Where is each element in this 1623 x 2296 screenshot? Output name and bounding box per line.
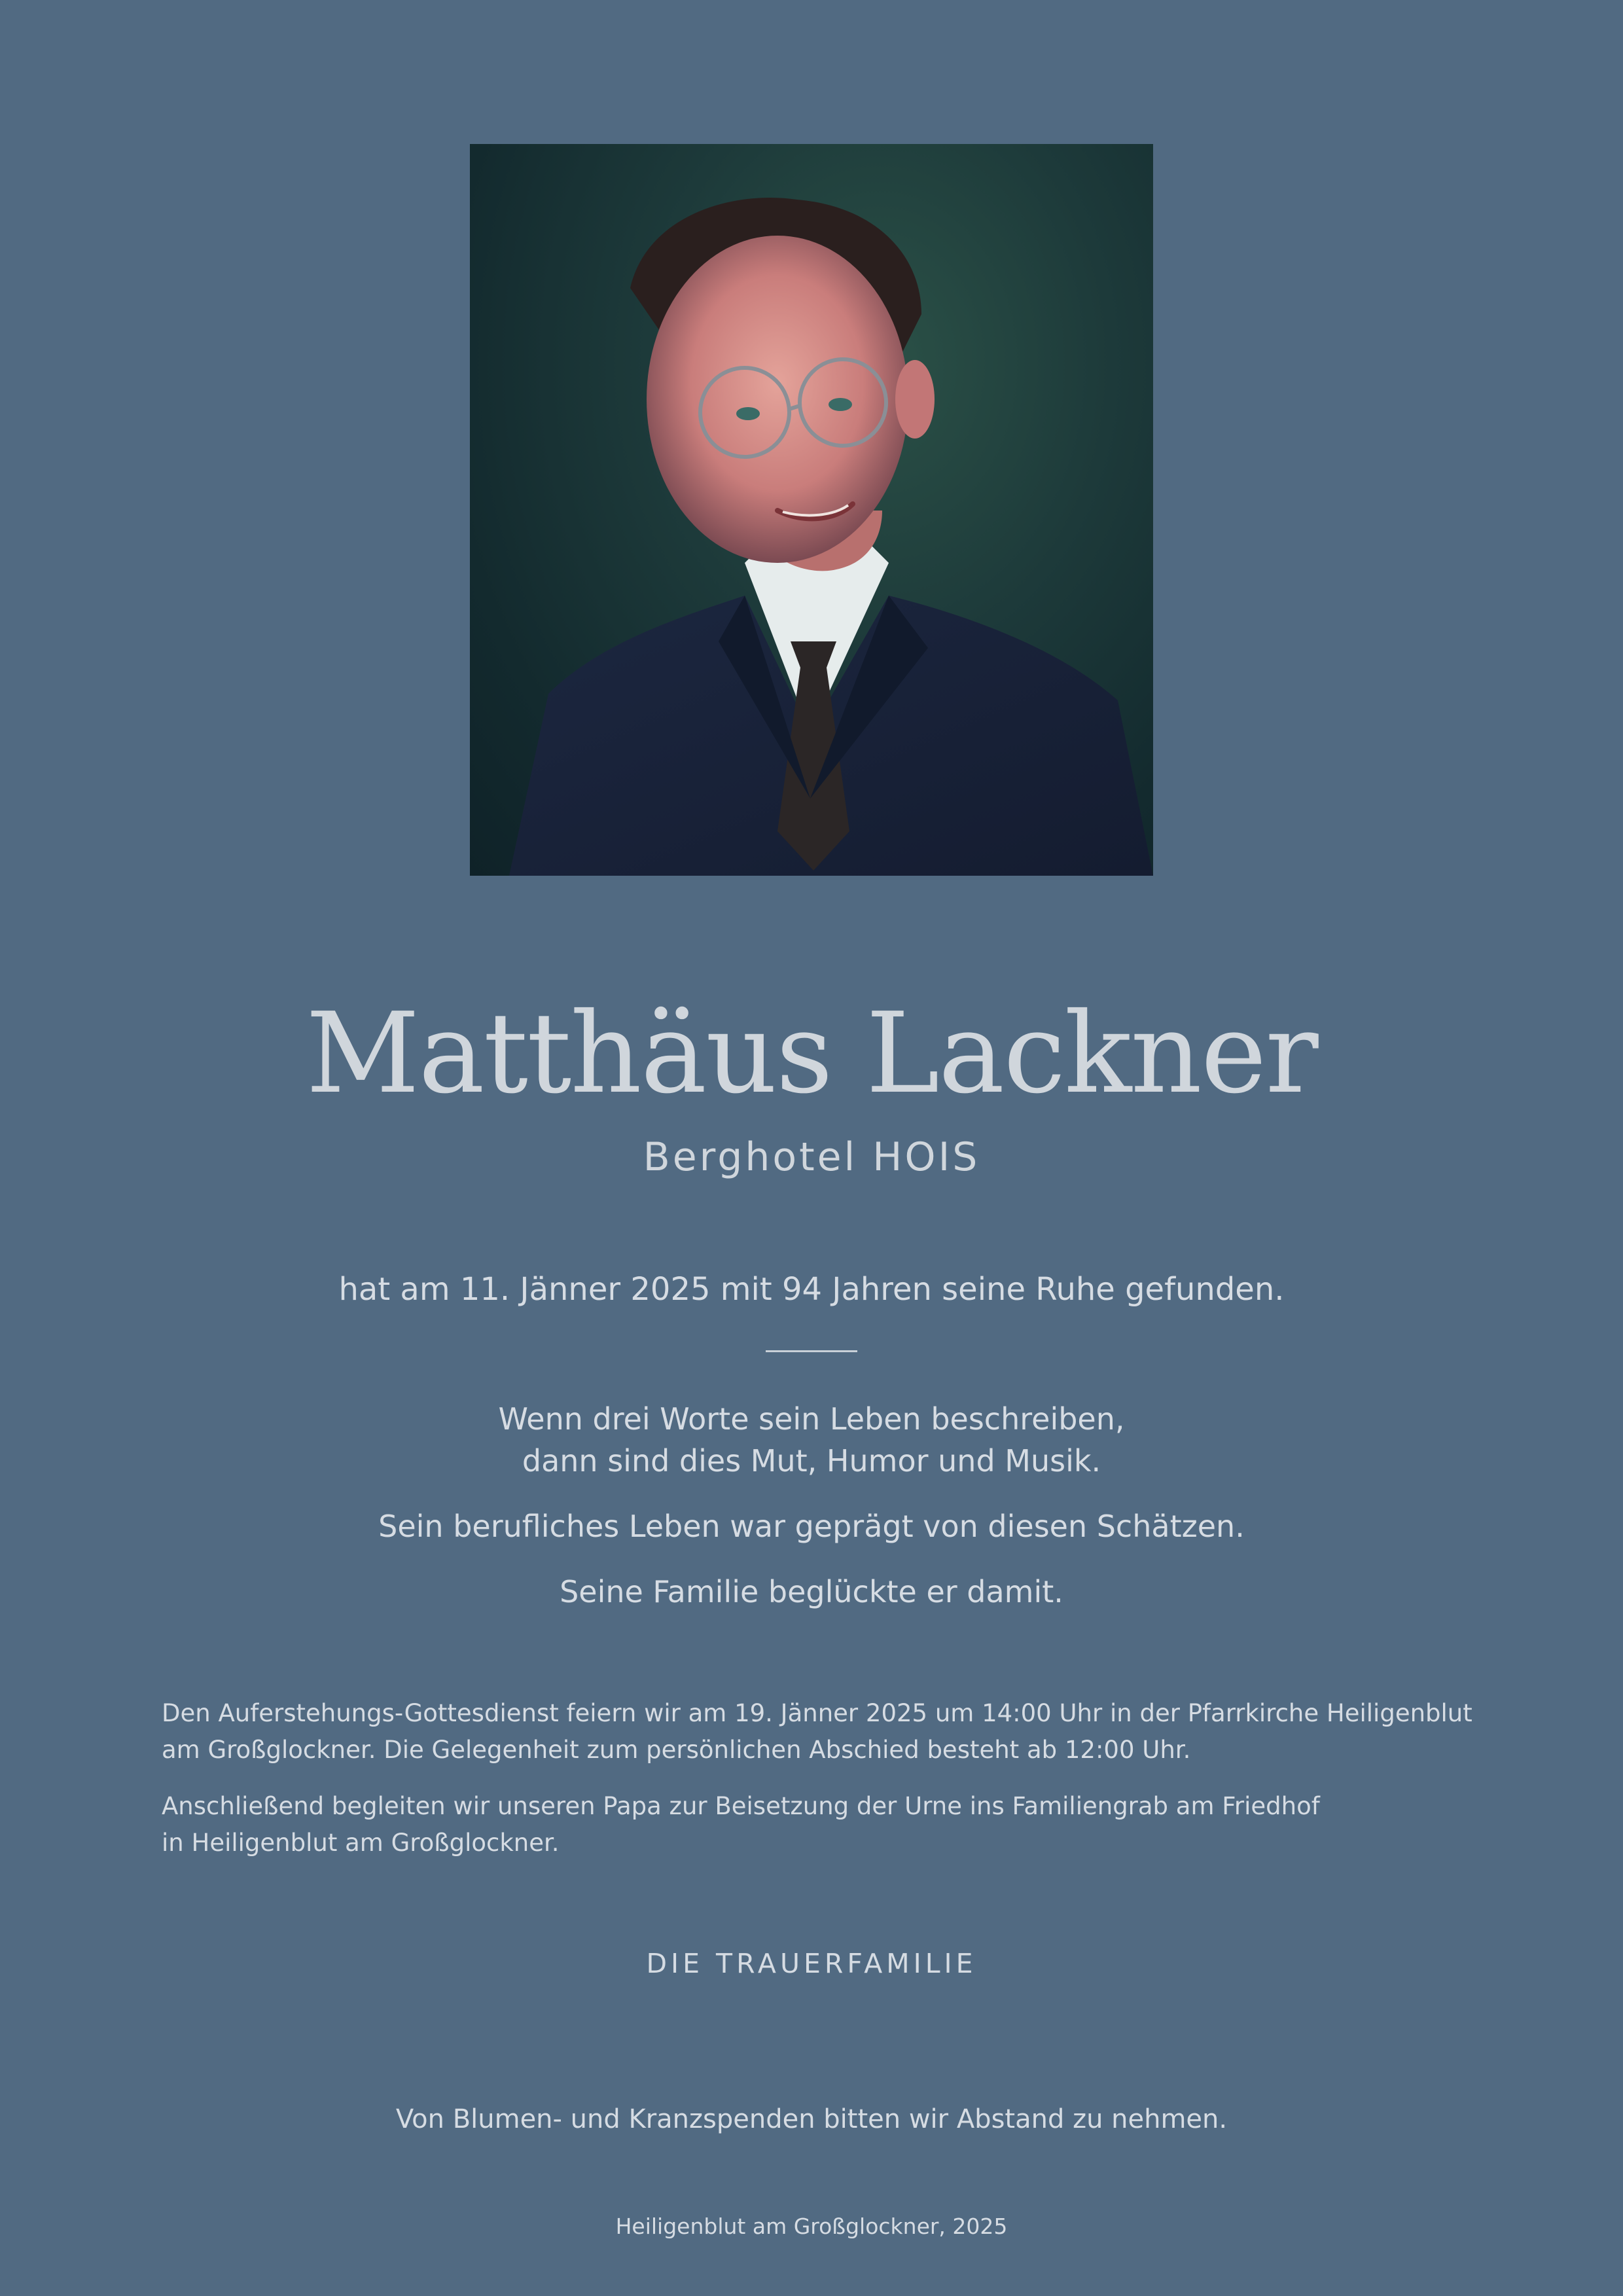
- service-info: [162, 1695, 1484, 1768]
- burial-info: [162, 1788, 1484, 1861]
- service-line-1: Den Auferstehungs-Gottesdienst feiern wir am 19. Jänner 2025 um 14:00 Uhr in der Pfarrkirche Heiligenblut: [162, 1699, 1472, 1727]
- quote-line-1: Wenn drei Worte sein Leben beschreiben,: [498, 1401, 1125, 1437]
- divider-line: [766, 1350, 857, 1352]
- family-signature: DIE TRAUERFAMILIE: [646, 1948, 977, 1979]
- service-line-2: am Großglockner. Die Gelegenheit zum persönlichen Abschied besteht ab 12:00 Uhr.: [162, 1736, 1191, 1764]
- burial-line-1: Anschließend begleiten wir unseren Papa zur Beisetzung der Urne ins Familiengrab am Friedhof: [162, 1792, 1320, 1820]
- burial-line-2: in Heiligenblut am Großglockner.: [162, 1829, 560, 1857]
- quote-line-4: Seine Familie beglückte er damit.: [560, 1574, 1063, 1609]
- portrait-photo-icon: [470, 144, 1153, 876]
- portrait-photo: [470, 144, 1153, 876]
- place-date: Heiligenblut am Großglockner, 2025: [615, 2214, 1008, 2239]
- flowers-note: Von Blumen- und Kranzspenden bitten wir Abstand zu nehmen.: [395, 2104, 1228, 2134]
- death-notice: hat am 11. Jänner 2025 mit 94 Jahren seine Ruhe gefunden.: [338, 1271, 1285, 1308]
- deceased-name: Matthäus Lackner: [306, 989, 1317, 1119]
- business-subtitle: Berghotel HOIS: [643, 1134, 980, 1180]
- quote-line-2: dann sind dies Mut, Humor und Musik.: [522, 1443, 1101, 1479]
- quote-line-3: Sein berufliches Leben war geprägt von diesen Schätzen.: [378, 1509, 1245, 1544]
